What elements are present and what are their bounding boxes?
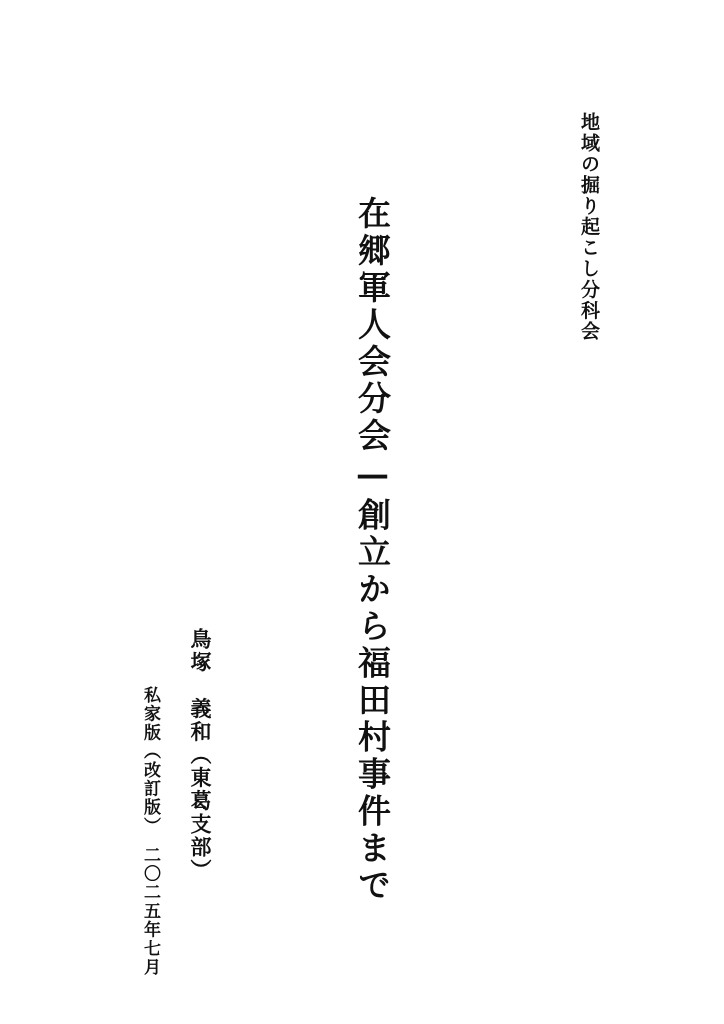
page-title: 在郷軍人会分会—創立から福田村事件まで (353, 196, 392, 905)
author-name: 鳥塚 義和（東葛支部） (188, 628, 213, 883)
series-label: 地域の掘り起こし分科会 (578, 112, 600, 342)
edition-and-date: 私家版（改訂版） 二〇二五年七月 (140, 686, 160, 977)
